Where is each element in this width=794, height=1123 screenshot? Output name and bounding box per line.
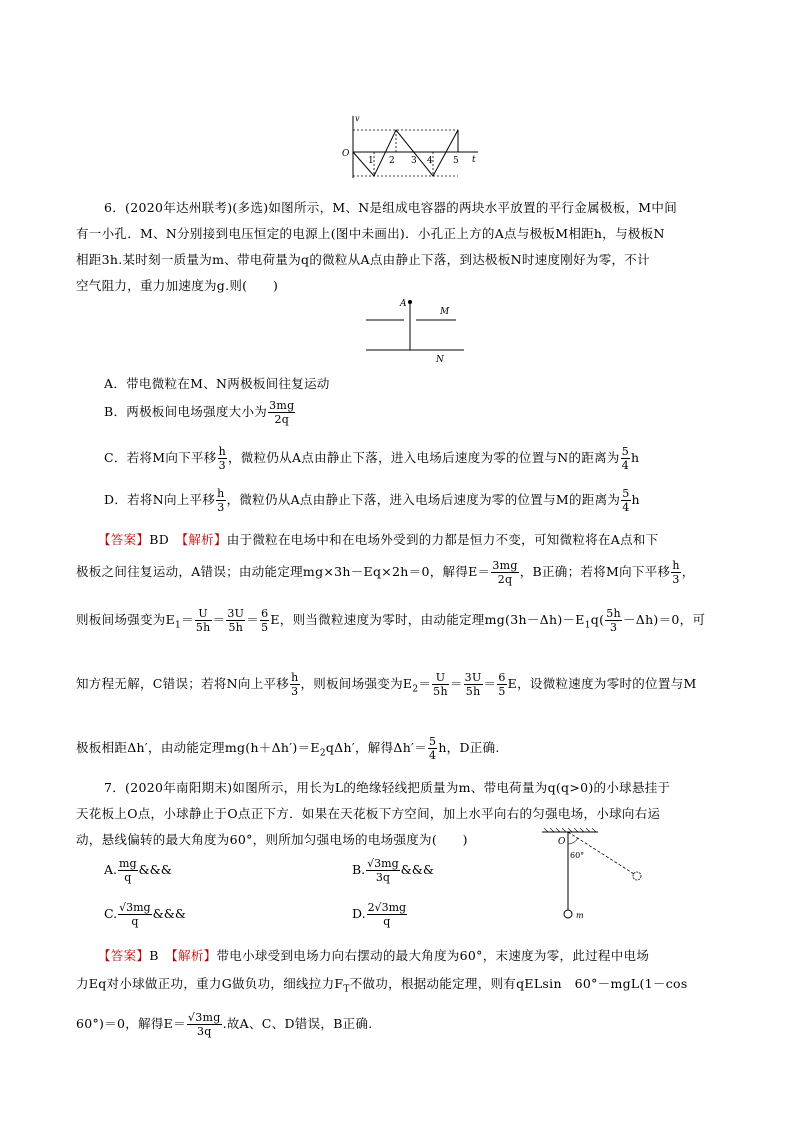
frac-den: 4 (429, 749, 437, 762)
q6-explanation-4: 知方程无解，C错误；若将N向上平移 $\frac{h}{3}$ ，则板间场强变为$E_2=$ $\frac{U}{5h}$ ＝ $\frac{3U}{5h}$ ＝ $\frac{6}{5}$ E，设微粒速度为零时的位置与M (76, 671, 697, 698)
fig6-label-a: A (400, 299, 407, 309)
option-letter: C. (104, 906, 118, 921)
explanation-text: 带电小球受到电场力向右摆动的最大角度为60°，末速度为零，此过程中电场 (216, 948, 650, 963)
q7-option-d (352, 902, 408, 927)
graph-tick-3: 3 (411, 156, 417, 166)
frac-6-5 (260, 608, 269, 633)
frac-num: 5 (621, 445, 630, 458)
frac-num: 5h (606, 607, 621, 620)
frac-num: U (432, 672, 449, 685)
frac (367, 902, 407, 927)
frac-num: 3U (227, 607, 245, 620)
graph-tick-1: 1 (368, 156, 374, 166)
frac-den: 3 (218, 459, 226, 472)
subscript: 2 (319, 748, 326, 759)
frac-num: U (195, 608, 212, 621)
graph-tick-4: 4 (427, 156, 433, 166)
frac-num: √3mg (367, 857, 399, 870)
subscript: T (343, 984, 350, 995)
option-suffix: &&& (152, 906, 186, 921)
q6-option-a: A．带电微粒在M、N两极板间往复运动 (104, 376, 330, 391)
frac (118, 902, 151, 927)
frac-num: h (218, 445, 226, 458)
q7-line-3: 动，悬线偏转的最大角度为60°，则所加匀强电场的电场强度为( ) (76, 832, 468, 847)
frac (118, 858, 137, 883)
explanation-tag: 【解析】 (181, 532, 227, 547)
unit-h: h (631, 450, 640, 465)
graph-o-label: O (342, 149, 350, 159)
subscript: 2 (412, 684, 419, 695)
graph-tick-5: 5 (453, 156, 459, 166)
frac-den: 5h (228, 621, 244, 634)
frac-num: h (217, 487, 225, 500)
equals: ＝ (212, 612, 226, 627)
frac-den: 2q (274, 413, 290, 426)
q6-line-1: 6．(2020年达州联考)(多选)如图所示，M、N是组成电容器的两块水平放置的平行金属极板，M中间 (104, 200, 678, 215)
option-suffix: &&& (138, 862, 172, 877)
frac-3u-5h (226, 608, 245, 633)
pendulum-figure (532, 828, 652, 924)
answer-tag: 【答案】 (98, 948, 150, 963)
frac-num: mg (119, 857, 137, 870)
frac-den: 4 (621, 459, 630, 472)
option-suffix: &&& (400, 862, 435, 877)
frac-num: √3mg (119, 901, 151, 914)
frac-num: h (291, 671, 299, 684)
frac-3u-5h (464, 672, 483, 697)
frac-num: 6 (498, 671, 506, 684)
frac-h-3 (218, 446, 227, 471)
subscript: 1 (175, 620, 182, 631)
frac-den: 3q (196, 1025, 212, 1038)
frac-den: 3 (672, 573, 680, 586)
frac-5-4 (621, 488, 630, 513)
q6-explanation-2: 极板之间往复运动，A错误；由动能定理mg×3h－Eq×2h＝0，解得E＝ $\frac{3mg}{2q}$ ，B正确；若将M向下平移 $\frac{h}{3}$ ， (76, 559, 695, 586)
frac-num: 5 (622, 487, 630, 500)
frac-den: 5 (498, 685, 506, 698)
frac-den: 3 (291, 685, 299, 698)
frac-h-3 (290, 672, 299, 697)
frac-num: 6 (261, 607, 269, 620)
explanation-text: 不做功，根据动能定理，则有qELsin 60°－mgL(1－cos (349, 976, 688, 991)
q6-option-d-text2: ，微粒仍从A点由静止下落，进入电场后速度为零的位置与M的距离为 (226, 492, 621, 507)
explanation-text: 力Eq对小球做正功，重力G做负功，细线拉力F (76, 976, 344, 991)
fig7-label-o: O (558, 837, 566, 847)
frac-h-3 (216, 488, 225, 513)
explanation-tag: 【解析】 (171, 948, 217, 963)
fig7-label-m: m (576, 911, 584, 920)
frac-den: 4 (622, 501, 630, 514)
explanation-text: 知方程无解，C错误；若将N向上平移 (76, 676, 290, 691)
frac-num: 3mg (492, 559, 518, 572)
frac-6-5 (497, 672, 506, 697)
frac-5h-3 (605, 608, 622, 633)
q6-explanation-1 (98, 530, 659, 548)
frac-u-5h3 (432, 672, 449, 697)
answer-value: BD (149, 532, 170, 547)
q7-option-b (352, 858, 434, 883)
frac-den: 5h (433, 685, 448, 698)
q6-option-d (104, 488, 640, 513)
explanation-text: 则板间场强变为E (76, 612, 176, 627)
explanation-text: qΔh′，解得Δh′＝ (325, 740, 427, 755)
frac-den: 2q (497, 573, 513, 586)
explanation-text: 极板相距Δh′，由动能定理mg(h＋Δh′)＝E (76, 740, 320, 755)
q7-line-1: 7．(2020年南阳期末)如图所示，用长为L的绝缘轻线把质量为m、带电荷量为q(q>0)的小球悬挂于 (104, 780, 671, 795)
explanation-text: 60°)＝0，解得E＝ (76, 1016, 186, 1031)
explanation-text: －Δh (622, 612, 654, 627)
subscript: 1 (584, 620, 591, 631)
q7-explanation-1 (98, 946, 649, 964)
explanation-text: ，B正确；若将M向下平移 (519, 564, 671, 579)
answer-value: B (149, 948, 159, 963)
unit-h: h (438, 740, 447, 755)
q6-option-b (104, 400, 296, 425)
frac-den: 5h (465, 685, 481, 698)
explanation-text: 由于微粒在电场中和在电场外受到的力都是恒力不变，可知微粒将在A点和下 (226, 532, 659, 547)
frac-num: h (672, 559, 680, 572)
option-letter: D. (352, 906, 366, 921)
explanation-text: q (590, 612, 600, 627)
frac-den: 5h (195, 621, 211, 634)
explanation-text: ＝0，可 (658, 612, 706, 627)
option-letter: B. (352, 862, 366, 877)
frac-den: q (383, 915, 391, 928)
explanation-text: 极板之间往复运动，A错误；由动能定理mg×3h－Eq×2h＝0，解得E＝ (76, 564, 491, 579)
fig6-label-n: N (436, 355, 444, 365)
frac-5-4 (428, 736, 437, 761)
frac-num: √3mg (187, 1011, 221, 1024)
capacitor-figure (360, 296, 470, 366)
option-letter: A. (104, 862, 118, 877)
frac-den: 3 (217, 501, 225, 514)
q7-explanation-2 (76, 974, 688, 995)
q6-line-3: 相距3h.某时刻一质量为m、带电荷量为q的微粒从A点由静止下落，到达极板N时速度刚好为零，不计 (76, 252, 650, 267)
frac-num: 2√3mg (367, 901, 407, 914)
explanation-text: .故A、C、D错误，B正确. (222, 1016, 373, 1031)
fig7-label-angle: 60° (570, 851, 585, 860)
graph-tick-2: 2 (389, 156, 395, 166)
q7-option-c (104, 902, 186, 927)
frac-den: 5 (261, 621, 269, 634)
q6-option-b-text: B．两极板间电场强度大小为 (104, 404, 268, 419)
q6-explanation-5 (76, 736, 500, 761)
frac-den: q (131, 915, 139, 928)
q6-option-c-text2: ，微粒仍从A点由静止下落，进入电场后速度为零的位置与N的距离为 (227, 450, 620, 465)
explanation-text: ，D正确. (446, 740, 500, 755)
frac-num: 3U (464, 671, 482, 684)
graph-t-label: t (472, 155, 476, 165)
frac-u-5h3 (195, 608, 212, 633)
frac-num: 3mg (269, 399, 295, 412)
q6-option-c-text: C．若将M向下平移 (104, 450, 217, 465)
unit-h: h (631, 492, 640, 507)
q6-option-d-text: D．若将N向上平移 (104, 492, 216, 507)
frac-h-3 (671, 560, 680, 585)
fig6-label-m: M (440, 307, 450, 317)
vt-graph (338, 112, 483, 182)
graph-v-label: v (355, 114, 360, 123)
answer-tag: 【答案】 (98, 532, 150, 547)
q6-line-2: 有一小孔．M、N分别接到电压恒定的电源上(图中未画出)．小孔正上方的A点与极板M相距h，与极板N (76, 226, 665, 241)
frac-den: q (124, 871, 132, 884)
frac-den: 3q (375, 871, 390, 884)
frac (187, 1012, 222, 1037)
frac-num: 5 (429, 735, 437, 748)
equals: ＝ (181, 612, 194, 627)
explanation-text: ，则板间场强变为E (300, 676, 413, 691)
q7-explanation-3 (76, 1012, 373, 1037)
frac-3mg-2q (491, 560, 518, 585)
equals: ＝ (246, 612, 260, 627)
explanation-text: E，则当微粒速度为零时，由动能定理mg(3h－Δh)－E (270, 612, 585, 627)
frac (366, 858, 399, 883)
q7-option-a (104, 858, 172, 883)
q6-option-b-frac (268, 400, 295, 425)
frac-den: 3 (609, 621, 618, 634)
q6-line-4: 空气阻力，重力加速度为g.则( ) (76, 278, 279, 293)
explanation-text: E，设微粒速度为零时的位置与M (507, 676, 697, 691)
q6-explanation-3: 则板间场强变为$E_1=$ $\frac{U}{5h}$ ＝ $\frac{3U}{5h}$ ＝ $\frac{6}{5}$ E，则当微粒速度为零时，由动能定理$mg(3h-\Delta h)-E_1q$( $\frac{5h}{3}$ －Δh)＝0，可 (76, 607, 706, 634)
q6-option-c (104, 446, 639, 471)
frac-5-4 (621, 446, 630, 471)
q7-line-2: 天花板上O点，小球静止于O点正下方．如果在天花板下方空间，加上水平向右的匀强电场，小球向右运 (76, 806, 661, 821)
